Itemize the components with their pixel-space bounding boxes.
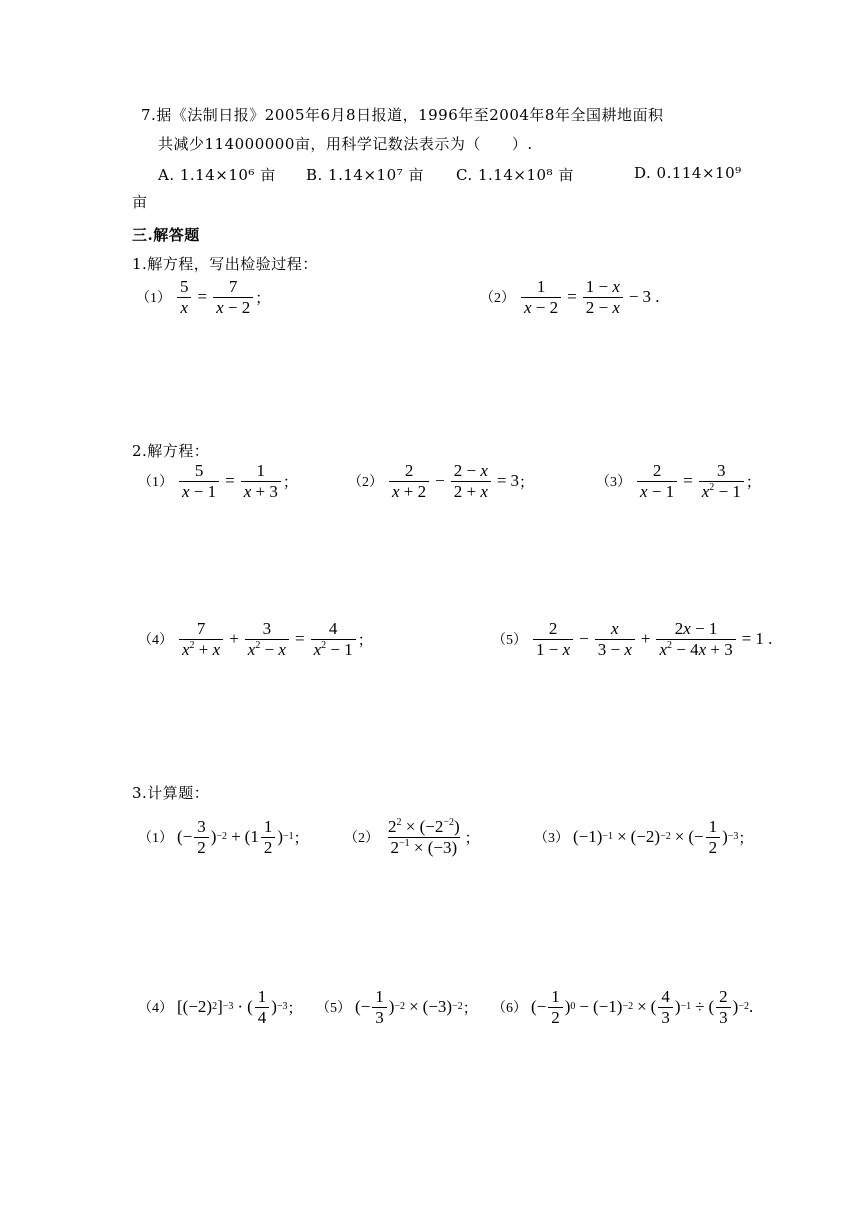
p3-eq4-label: （4）: [138, 1001, 173, 1017]
q7-option-d-unit: 亩: [132, 193, 148, 211]
p3-eq1-label: （1）: [138, 831, 173, 847]
p2-eq1: （1） $\frac{5}{x - 1}$ = $\frac{1}{x + 3}$ ；: [138, 461, 298, 501]
q7-option-b: B. 1.14×10⁷ 亩: [306, 166, 424, 184]
p2-eq2-label: （2）: [348, 475, 383, 491]
p1-heading: 1.解方程，写出检验过程：: [132, 255, 318, 273]
q7-line1: 7.据《法制日报》2005年6月8日报道，1996年至2004年8年全国耕地面积: [141, 106, 664, 124]
q7-line2: 共减少114000000亩，用科学记数法表示为（ ）.: [158, 135, 533, 153]
p2-eq5-label: （5）: [492, 633, 527, 649]
p3-eq2: （2） $\frac{2^2 \times (-2^{-2})}{2^{-1} \times (-3)}$ ；: [344, 817, 480, 857]
section-title: 三.解答题: [132, 226, 200, 244]
p3-eq3-label: （3）: [534, 831, 569, 847]
q7-option-d: D. 0.114×10⁹: [634, 164, 742, 182]
p2-eq3-label: （3）: [596, 475, 631, 491]
p2-eq1-label: （1）: [138, 475, 173, 491]
p2-heading: 2.解方程：: [132, 442, 210, 460]
p3-eq2-label: （2）: [344, 831, 379, 847]
p3-eq4: （4） [(−2) 2 ] −3 · ( $\frac{1}{4}$ ) −3 ；: [138, 987, 303, 1027]
p2-eq3: （3） $\frac{2}{x - 1}$ = $\frac{3}{x^2 - 1}$ ；: [596, 461, 761, 501]
p3-heading: 3.计算题：: [132, 784, 210, 802]
p3-eq5: （5） (− $\frac{1}{3}$ ) −2 × (−3) −2 ；: [316, 987, 478, 1027]
p3-eq5-label: （5）: [316, 1001, 351, 1017]
p3-eq3: （3） (−1) −1 × (−2) −2 × (− $\frac{1}{2}$ ) −3 ；: [534, 817, 754, 857]
p1-eq2: （2） $\frac{1}{x - 2}$ = $\frac{1 - x}{2 - x}$ − 3 .: [480, 277, 660, 317]
q7-option-a: A. 1.14×10⁶ 亩: [158, 166, 276, 184]
q7-option-c: C. 1.14×10⁸ 亩: [456, 166, 574, 184]
p3-eq6-label: （6）: [492, 1001, 527, 1017]
p2-eq4: （4） $\frac{7}{x^2 + x}$ + $\frac{3}{x^2 - x}$ = $\frac{4}{x^2 - 1}$ ；: [138, 619, 373, 659]
p3-eq6: （6） (− $\frac{1}{2}$ ) 0 − (−1) −2 × ( $\frac{4}{3}$ ) −1 ÷ ( $\frac{2}{3}$ ) −2 .: [492, 987, 754, 1027]
p2-eq5: （5） $\frac{2}{1 - x}$ − $\frac{x}{3 - x}$ + $\frac{2x - 1}{x^2 - 4x + 3}$ = 1 .: [492, 619, 773, 659]
p1-eq1: （1） $\frac{5}{x}$ = $\frac{7}{x - 2}$ ；: [136, 277, 271, 317]
p3-eq1: （1） (− $\frac{3}{2}$ ) −2 + (1 $\frac{1}{2}$ ) −1 ；: [138, 817, 309, 857]
p2-eq2: （2） $\frac{2}{x + 2}$ − $\frac{2 - x}{2 + x}$ = 3 ；: [348, 461, 534, 501]
p2-eq4-label: （4）: [138, 633, 173, 649]
p1-eq1-label: （1）: [136, 291, 171, 307]
p1-eq2-label: （2）: [480, 291, 515, 307]
